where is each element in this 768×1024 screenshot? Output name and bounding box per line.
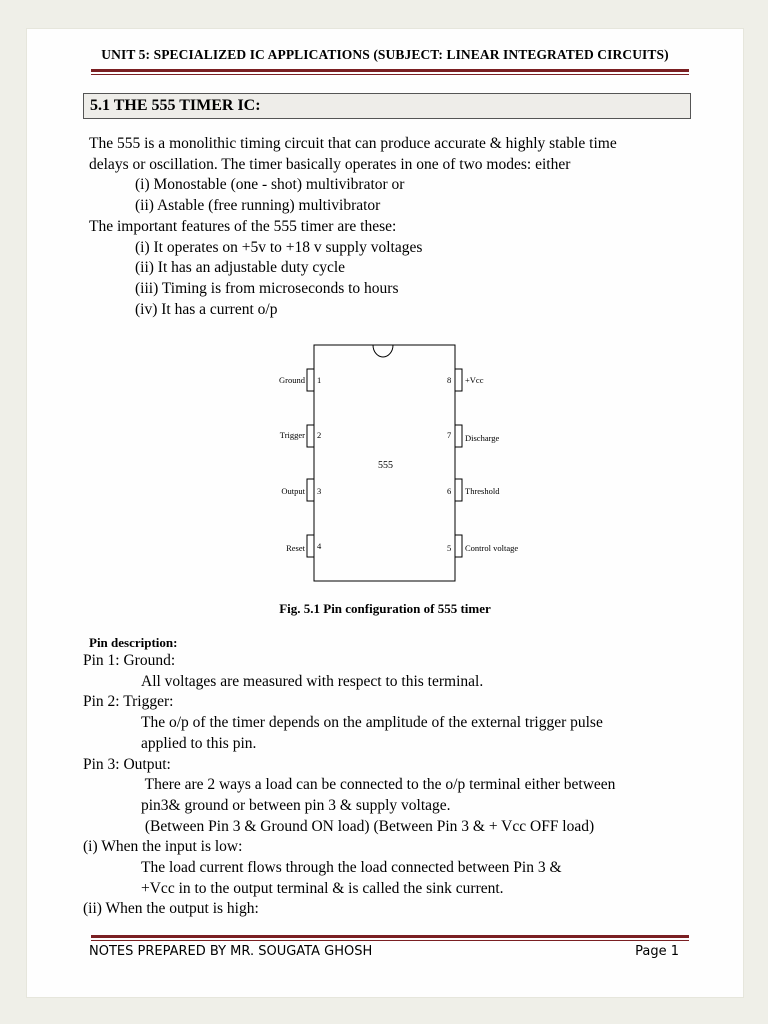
- pin-number: 7: [447, 430, 452, 440]
- pin-lead: [455, 425, 462, 447]
- pin-heading: Pin 3: Output:: [83, 755, 171, 773]
- section-title: 5.1 THE 555 TIMER IC:: [90, 97, 261, 114]
- chip-label: 555: [378, 460, 393, 471]
- pin-label: Control voltage: [465, 543, 519, 553]
- page-footer: [89, 944, 679, 959]
- pin-lead: [307, 479, 314, 501]
- pin-configuration-diagram: [263, 343, 523, 583]
- left-pins: [279, 369, 322, 557]
- case-text: +Vcc in to the output terminal & is called the sink current.: [141, 879, 504, 897]
- pin-label: Ground: [279, 375, 305, 385]
- pin-number: 5: [447, 543, 452, 553]
- feature-item: (i) It operates on +5v to +18 v supply voltages: [135, 238, 423, 256]
- case-heading: (ii) When the output is high:: [83, 900, 259, 918]
- pin-text: All voltages are measured with respect to this terminal.: [141, 672, 484, 690]
- right-pins: [447, 369, 518, 557]
- pin-lead: [307, 425, 314, 447]
- pin-label: Trigger: [279, 430, 305, 440]
- mode-item: (i) Monostable (one - shot) multivibrator or: [135, 176, 405, 194]
- pin-number: 3: [317, 486, 322, 496]
- intro-text: [89, 134, 617, 320]
- feature-item: (iv) It has a current o/p: [135, 300, 278, 318]
- pin-number: 4: [317, 541, 322, 551]
- pin-lead: [455, 535, 462, 557]
- pin-number: 6: [447, 486, 452, 496]
- header-rule-thin: [91, 74, 689, 75]
- case-text: The load current flows through the load connected between Pin 3 &: [141, 859, 562, 877]
- ic-notch: [373, 345, 393, 357]
- pin-text: There are 2 ways a load can be connected to the o/p terminal either between: [141, 776, 616, 794]
- pin-lead: [307, 535, 314, 557]
- footer-rule-thin: [91, 940, 689, 941]
- pin-text: The o/p of the timer depends on the amplitude of the external trigger pulse: [141, 714, 603, 732]
- pin-description-label: Pin description:: [89, 635, 178, 650]
- pin-lead: [455, 369, 462, 391]
- pin-label: +Vcc: [465, 375, 484, 385]
- paragraph-line: delays or oscillation. The timer basically operates in one of two modes: either: [89, 155, 571, 173]
- pin-text: pin3& ground or between pin 3 & supply voltage.: [141, 796, 451, 814]
- pin-text: (Between Pin 3 & Ground ON load) (Between Pin 3 & + Vcc OFF load): [141, 817, 595, 835]
- footer-notes: NOTES PREPARED BY MR. SOUGATA GHOSH: [89, 944, 373, 959]
- footer-rule-thick: [91, 935, 689, 938]
- case-heading: (i) When the input is low:: [83, 838, 243, 856]
- pin-text: applied to this pin.: [141, 734, 257, 752]
- features-heading: The important features of the 555 timer are these:: [89, 217, 397, 235]
- pin-lead: [455, 479, 462, 501]
- pin-number: 2: [317, 430, 322, 440]
- document-page: [26, 28, 744, 998]
- page-header: UNIT 5: SPECIALIZED IC APPLICATIONS (SUBJECT: LINEAR INTEGRATED CIRCUITS): [101, 47, 669, 62]
- pin-label: Threshold: [465, 486, 500, 496]
- pin-number: 1: [317, 375, 322, 385]
- section-heading-box: [83, 93, 691, 119]
- pin-number: 8: [447, 375, 452, 385]
- pin-label: Output: [281, 486, 305, 496]
- pin-heading: Pin 1: Ground:: [83, 652, 176, 669]
- feature-item: (ii) It has an adjustable duty cycle: [135, 259, 346, 277]
- paragraph-line: The 555 is a monolithic timing circuit that can produce accurate & highly stable time: [89, 135, 617, 152]
- pin-lead: [307, 369, 314, 391]
- pin-label: Reset: [286, 543, 305, 553]
- figure-caption: Fig. 5.1 Pin configuration of 555 timer: [279, 601, 491, 616]
- feature-item: (iii) Timing is from microseconds to hours: [135, 279, 399, 297]
- pin-heading: Pin 2: Trigger:: [83, 693, 174, 711]
- mode-item: (ii) Astable (free running) multivibrator: [135, 197, 381, 215]
- pin-description-text: [83, 651, 615, 920]
- pin-label: Discharge: [465, 433, 500, 443]
- page-number: Page 1: [635, 944, 679, 959]
- header-rule-thick: [91, 69, 689, 72]
